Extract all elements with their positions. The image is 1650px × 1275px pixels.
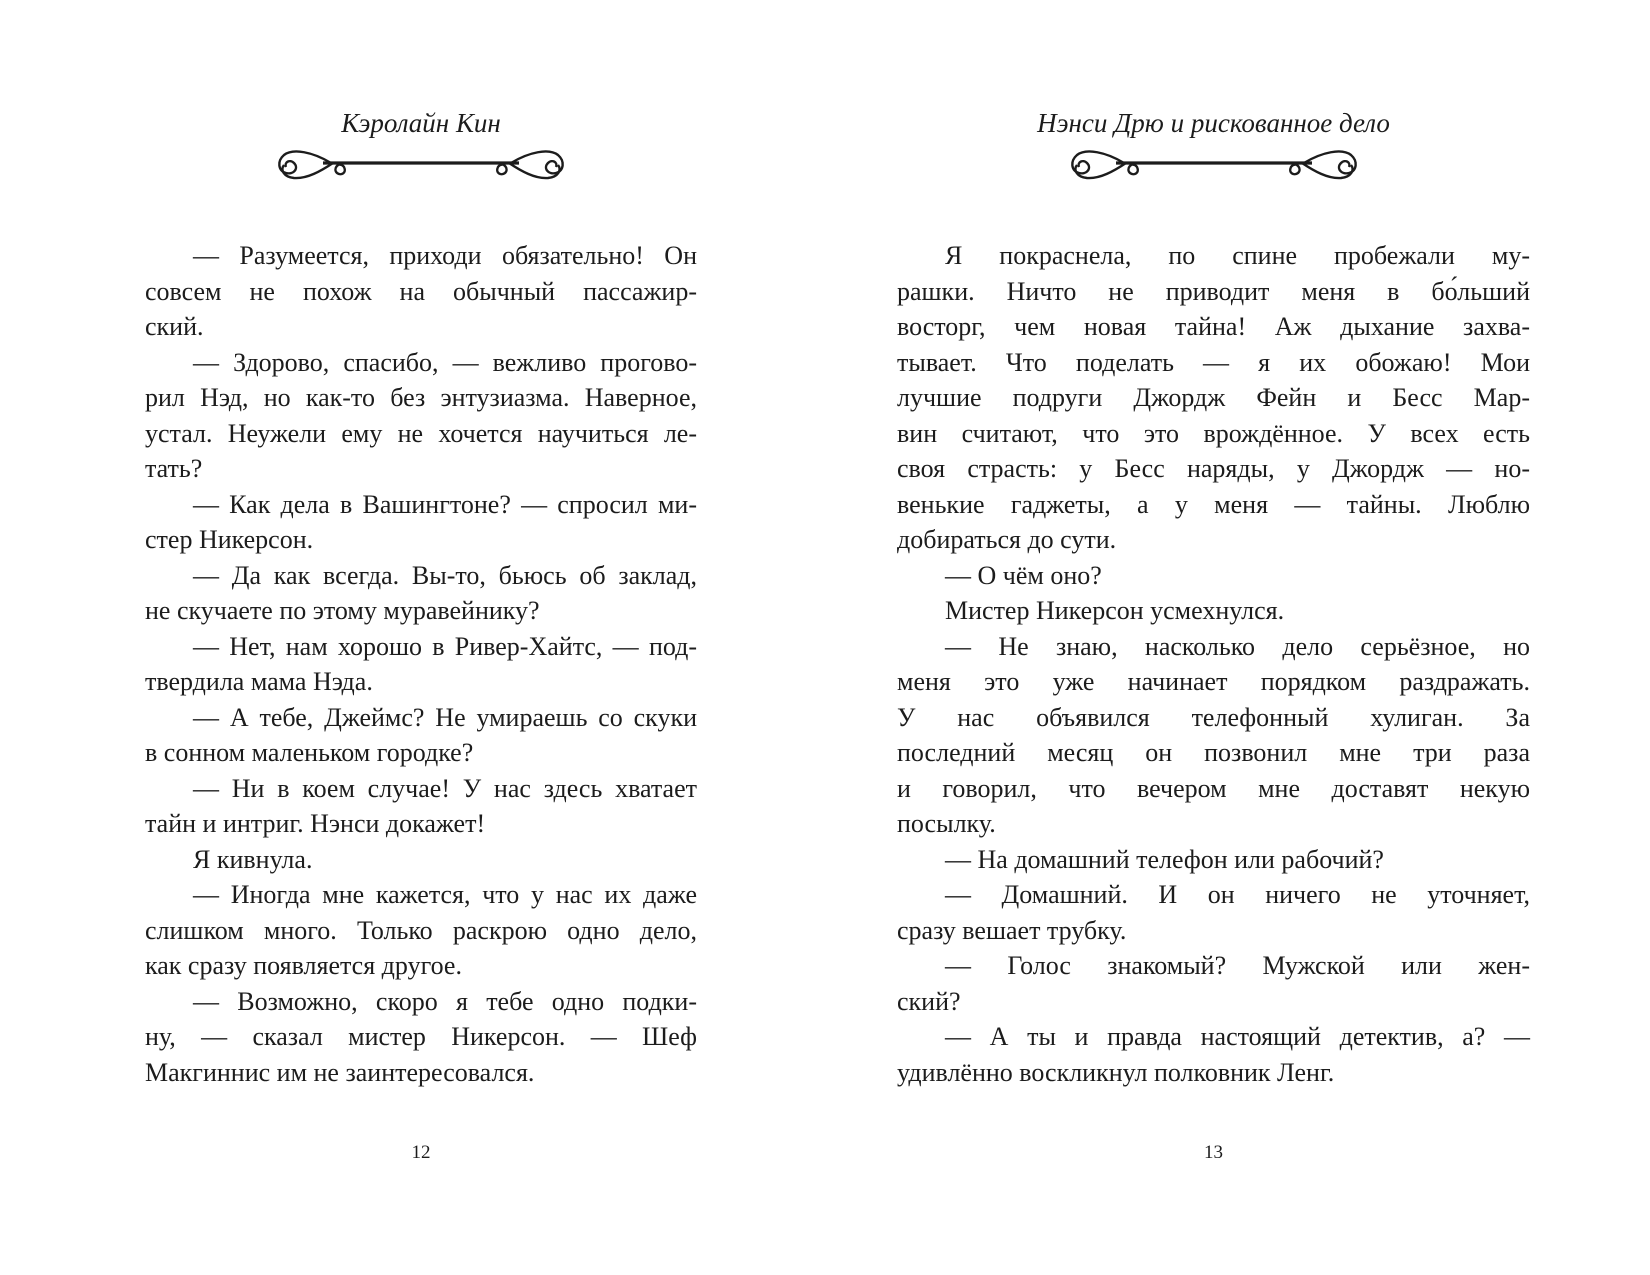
text-line: Мистер Никерсон усмехнулся. bbox=[945, 596, 1285, 625]
text-line: — Нет, нам хорошо в Ривер-Хайтс, — под- bbox=[193, 631, 697, 661]
text-line: тывает. Что поделать — я их обожаю! Мои bbox=[897, 347, 1530, 377]
text-line: лучшие подруги Джордж Фейн и Бесс Мар- bbox=[897, 383, 1530, 412]
left-page bbox=[145, 0, 697, 1275]
text-line: устал. Неужели ему не хочется научиться ле- bbox=[145, 418, 697, 448]
text-line: твердила мама Нэда. bbox=[145, 667, 373, 696]
text-line: — Не знаю, насколько дело серьёзное, но bbox=[945, 631, 1530, 661]
text-line: вин считают, что это врождённое. У всех есть bbox=[897, 418, 1530, 448]
text-line: — Домашний. И он ничего не уточняет, bbox=[945, 880, 1530, 909]
text-line: венькие гаджеты, а у меня — тайны. Люблю bbox=[897, 489, 1530, 519]
text-line: ну, — сказал мистер Никерсон. — Шеф bbox=[145, 1022, 697, 1051]
text-line: меня это уже начинает порядком раздражать. bbox=[897, 667, 1530, 696]
text-line: Я покраснела, по спине пробежали му- bbox=[945, 241, 1530, 270]
text-line: рил Нэд, но как-то без энтузиазма. Наверное, bbox=[145, 383, 697, 412]
text-line: сразу вешает трубку. bbox=[897, 915, 1127, 945]
text-line: — А ты и правда настоящий детектив, а? — bbox=[945, 1022, 1530, 1051]
text-line: не скучаете по этому муравейнику? bbox=[145, 596, 540, 625]
text-line: — Как дела в Вашингтоне? — спросил ми- bbox=[193, 489, 697, 519]
right-page bbox=[897, 0, 1530, 1275]
text-line: совсем не похож на обычный пассажир- bbox=[145, 276, 697, 306]
text-line: и говорил, что вечером мне доставят некую bbox=[897, 773, 1530, 803]
right-page-number: 13 bbox=[1204, 1142, 1223, 1163]
text-line: восторг, чем новая тайна! Аж дыхание захва- bbox=[897, 312, 1530, 341]
text-line: своя страсть: у Бесс наряды, у Джордж — но- bbox=[897, 454, 1530, 483]
text-line: — Здорово, спасибо, — вежливо прогово- bbox=[193, 347, 697, 377]
text-line: — На домашний телефон или рабочий? bbox=[945, 844, 1384, 874]
text-line: ский? bbox=[897, 986, 961, 1016]
text-line: — Возможно, скоро я тебе одно подки- bbox=[193, 986, 697, 1016]
running-head-author: Кэролайн Кин bbox=[341, 108, 501, 138]
text-line: — Ни в коем случае! У нас здесь хватает bbox=[193, 773, 697, 803]
right-page-text bbox=[897, 238, 1530, 1090]
text-line: — Голос знакомый? Мужской или жен- bbox=[945, 951, 1530, 980]
text-line: добираться до сути. bbox=[897, 525, 1117, 554]
text-line: посылку. bbox=[897, 809, 996, 838]
text-line: — Да как всегда. Вы-то, бьюсь об заклад, bbox=[193, 560, 697, 590]
left-page-number: 12 bbox=[411, 1142, 431, 1163]
text-line: в сонном маленьком городке? bbox=[145, 738, 474, 767]
flourish-divider-icon bbox=[897, 144, 1530, 187]
running-head-title: Нэнси Дрю и рискованное дело bbox=[1037, 108, 1390, 138]
text-line: — Разумеется, приходи обязательно! Он bbox=[193, 241, 697, 270]
text-line: Макгиннис им не заинтересовался. bbox=[145, 1057, 535, 1087]
text-line: У нас объявился телефонный хулиган. За bbox=[897, 702, 1530, 732]
text-line: ский. bbox=[145, 312, 204, 341]
text-line: удивлённо воскликнул полковник Ленг. bbox=[897, 1057, 1335, 1087]
text-line: Я кивнула. bbox=[193, 844, 313, 874]
text-line: — О чём оно? bbox=[945, 560, 1102, 590]
text-line: последний месяц он позвонил мне три раза bbox=[897, 738, 1530, 767]
text-line: рашки. Ничто не приводит меня в бо́льший bbox=[897, 276, 1530, 306]
text-line: стер Никерсон. bbox=[145, 525, 314, 554]
text-line: — Иногда мне кажется, что у нас их даже bbox=[193, 880, 697, 909]
left-page-text bbox=[145, 238, 697, 1090]
flourish-divider-icon bbox=[145, 144, 697, 187]
text-line: тайн и интриг. Нэнси докажет! bbox=[145, 809, 486, 838]
text-line: как сразу появляется другое. bbox=[145, 951, 462, 980]
text-line: слишком много. Только раскрою одно дело, bbox=[145, 915, 697, 945]
text-line: — А тебе, Джеймс? Не умираешь со скуки bbox=[193, 702, 697, 732]
text-line: тать? bbox=[145, 454, 203, 483]
